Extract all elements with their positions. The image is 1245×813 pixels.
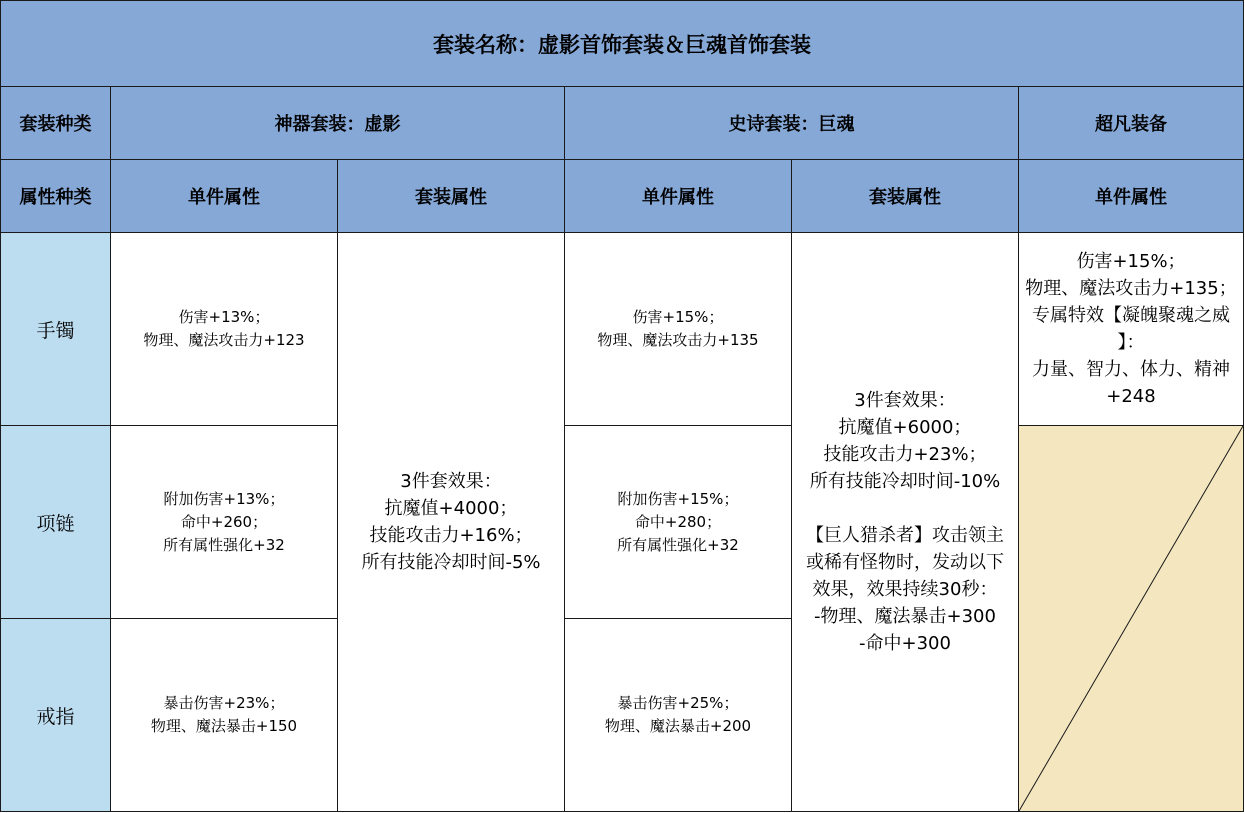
transcendent-single-attr-header: 单件属性 — [1019, 160, 1244, 233]
transcendent-bracelet-attrs — [1019, 233, 1244, 426]
text-line: 物理、魔法暴击+150 — [150, 717, 298, 735]
epic-ring-attrs — [565, 619, 792, 812]
text-line: 3件套效果： — [400, 471, 502, 492]
text-line: 抗魔值+4000； — [384, 498, 518, 519]
text-line: -物理、魔法暴击+300 — [814, 606, 996, 627]
text-line: -命中+300 — [859, 633, 951, 654]
sheet-title: 套装名称：虚影首饰套装＆巨魂首饰套装 — [1, 1, 1244, 87]
epic-set-effect — [792, 233, 1019, 812]
text-line: 物理、魔法攻击力+135； — [1025, 278, 1237, 299]
row-label-necklace: 项链 — [1, 426, 111, 619]
spacer — [796, 495, 1014, 522]
text-line: 所有技能冷却时间-10% — [809, 471, 1001, 492]
text-line: 物理、魔法暴击+200 — [604, 717, 752, 735]
text-line: 伤害+15%； — [632, 308, 724, 326]
text-line: 伤害+13%； — [178, 308, 270, 326]
text-line: 暴击伤害+23%； — [163, 694, 285, 712]
text-line: 】： — [1117, 332, 1145, 353]
text-line: 附加伤害+13%； — [163, 489, 285, 508]
text-line: 伤害+15%； — [1076, 251, 1186, 272]
epic-necklace-attrs — [565, 426, 792, 619]
text-line: 命中+260； — [180, 512, 268, 531]
transcendent-header: 超凡装备 — [1019, 87, 1244, 160]
row-label-ring: 戒指 — [1, 619, 111, 812]
text-line: 暴击伤害+25%； — [617, 694, 739, 712]
row-label-bracelet: 手镯 — [1, 233, 111, 426]
artifact-necklace-attrs — [111, 426, 338, 619]
text-line: 命中+280； — [634, 512, 722, 531]
set-type-header: 套装种类 — [1, 87, 111, 160]
text-line: 抗魔值+6000； — [838, 417, 972, 438]
text-line: 专属特效【凝魄聚魂之威 — [1032, 305, 1230, 326]
empty-cell-diagonal — [1019, 426, 1244, 812]
text-line: 所有技能冷却时间-5% — [361, 552, 541, 573]
epic-set-header: 史诗套装：巨魂 — [565, 87, 1019, 160]
diagonal-line-icon — [1019, 426, 1243, 811]
text-line: 效果，效果持续30秒： — [812, 579, 998, 600]
epic-single-attr-header: 单件属性 — [565, 160, 792, 233]
text-line: 物理、魔法攻击力+123 — [143, 331, 305, 349]
artifact-set-attr-header: 套装属性 — [338, 160, 565, 233]
text-line: 或稀有怪物时，发动以下 — [806, 552, 1004, 573]
text-line: 力量、智力、体力、精神 — [1032, 359, 1230, 380]
artifact-set-header: 神器套装：虚影 — [111, 87, 565, 160]
text-line: 技能攻击力+23%； — [823, 444, 987, 465]
text-line: 【巨人猎杀者】攻击领主 — [806, 525, 1004, 546]
artifact-set-effect — [338, 233, 565, 812]
text-line: 物理、魔法攻击力+135 — [597, 331, 759, 349]
text-line: 3件套效果： — [854, 390, 956, 411]
text-line: 附加伤害+15%； — [617, 489, 739, 508]
attr-type-header: 属性种类 — [1, 160, 111, 233]
artifact-ring-attrs — [111, 619, 338, 812]
artifact-single-attr-header: 单件属性 — [111, 160, 338, 233]
text-line: 技能攻击力+16%； — [369, 525, 533, 546]
epic-bracelet-attrs — [565, 233, 792, 426]
text-line: +248 — [1106, 386, 1156, 407]
artifact-bracelet-attrs — [111, 233, 338, 426]
epic-set-attr-header: 套装属性 — [792, 160, 1019, 233]
text-line: 所有属性强化+32 — [163, 535, 285, 554]
text-line: 所有属性强化+32 — [617, 535, 739, 554]
